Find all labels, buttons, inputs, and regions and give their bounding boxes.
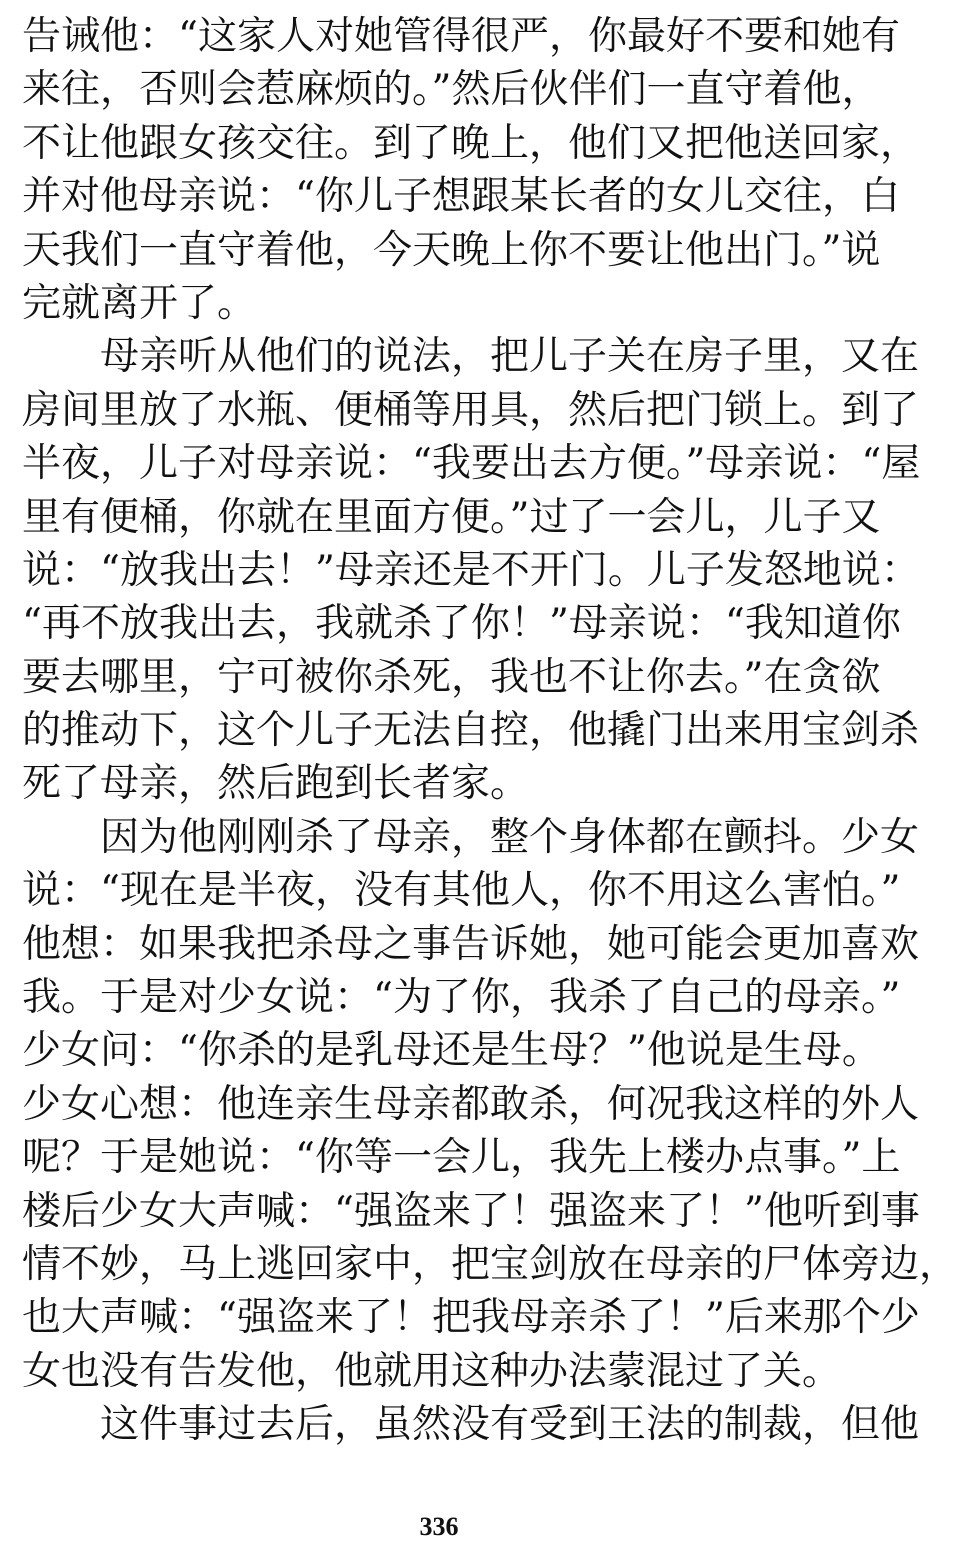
page-number: 336 (419, 1512, 459, 1541)
text-line: 也大声喊：“强盗来了！把我母亲杀了！”后来那个少 (22, 1295, 920, 1341)
text-line: 少女心想：他连亲生母亲都敢杀，何况我这样的外人 (22, 1081, 920, 1127)
text-line: 死了母亲，然后跑到长者家。 (22, 761, 530, 807)
text-line: 天我们一直守着他，今天晚上你不要让他出门。”说 (22, 227, 881, 273)
text-line: 说：“现在是半夜，没有其他人，你不用这么害怕。” (22, 868, 901, 914)
text-line: 并对他母亲说：“你儿子想跟某长者的女儿交往，白 (22, 174, 900, 220)
text-line: 的推动下，这个儿子无法自控，他撬门出来用宝剑杀 (22, 708, 920, 754)
text-line: 楼后少女大声喊：“强盗来了！强盗来了！”他听到事 (22, 1188, 920, 1234)
text-line: 因为他刚刚杀了母亲，整个身体都在颤抖。少女 (100, 814, 920, 860)
text-line: 半夜，儿子对母亲说：“我要出去方便。”母亲说：“屋 (22, 441, 921, 487)
text-line: “再不放我出去，我就杀了你！”母亲说：“我知道你 (22, 601, 901, 647)
text-line: 不让他跟女孩交往。到了晚上，他们又把他送回家， (22, 120, 920, 166)
text-line: 情不妙，马上逃回家中，把宝剑放在母亲的尸体旁边， (22, 1241, 958, 1287)
text-line: 房间里放了水瓶、便桶等用具，然后把门锁上。到了 (22, 387, 920, 433)
text-line: 女也没有告发他，他就用这种办法蒙混过了关。 (22, 1348, 842, 1394)
text-line: 这件事过去后，虽然没有受到王法的制裁，但他 (100, 1402, 920, 1448)
text-line: 完就离开了。 (22, 280, 257, 326)
text-line: 呢？于是她说：“你等一会儿，我先上楼办点事。”上 (22, 1135, 901, 1181)
text-line: 里有便桶，你就在里面方便。”过了一会儿，儿子又 (22, 494, 881, 540)
text-line: 少女问：“你杀的是乳母还是生母？”他说是生母。 (22, 1028, 881, 1074)
text-line: 告诫他：“这家人对她管得很严，你最好不要和她有 (22, 14, 900, 59)
text-line: 说：“放我出去！”母亲还是不开门。儿子发怒地说： (22, 547, 920, 593)
text-line: 来往，否则会惹麻烦的。”然后伙伴们一直守着他， (22, 67, 881, 113)
text-line: 他想：如果我把杀母之事告诉她，她可能会更加喜欢 (22, 921, 920, 967)
page-body (22, 10, 958, 1480)
text-line: 要去哪里，宁可被你杀死，我也不让你去。”在贪欲 (22, 654, 881, 700)
text-line: 我。于是对少女说：“为了你，我杀了自己的母亲。” (22, 975, 901, 1021)
text-line: 母亲听从他们的说法，把儿子关在房子里，又在 (100, 334, 920, 380)
